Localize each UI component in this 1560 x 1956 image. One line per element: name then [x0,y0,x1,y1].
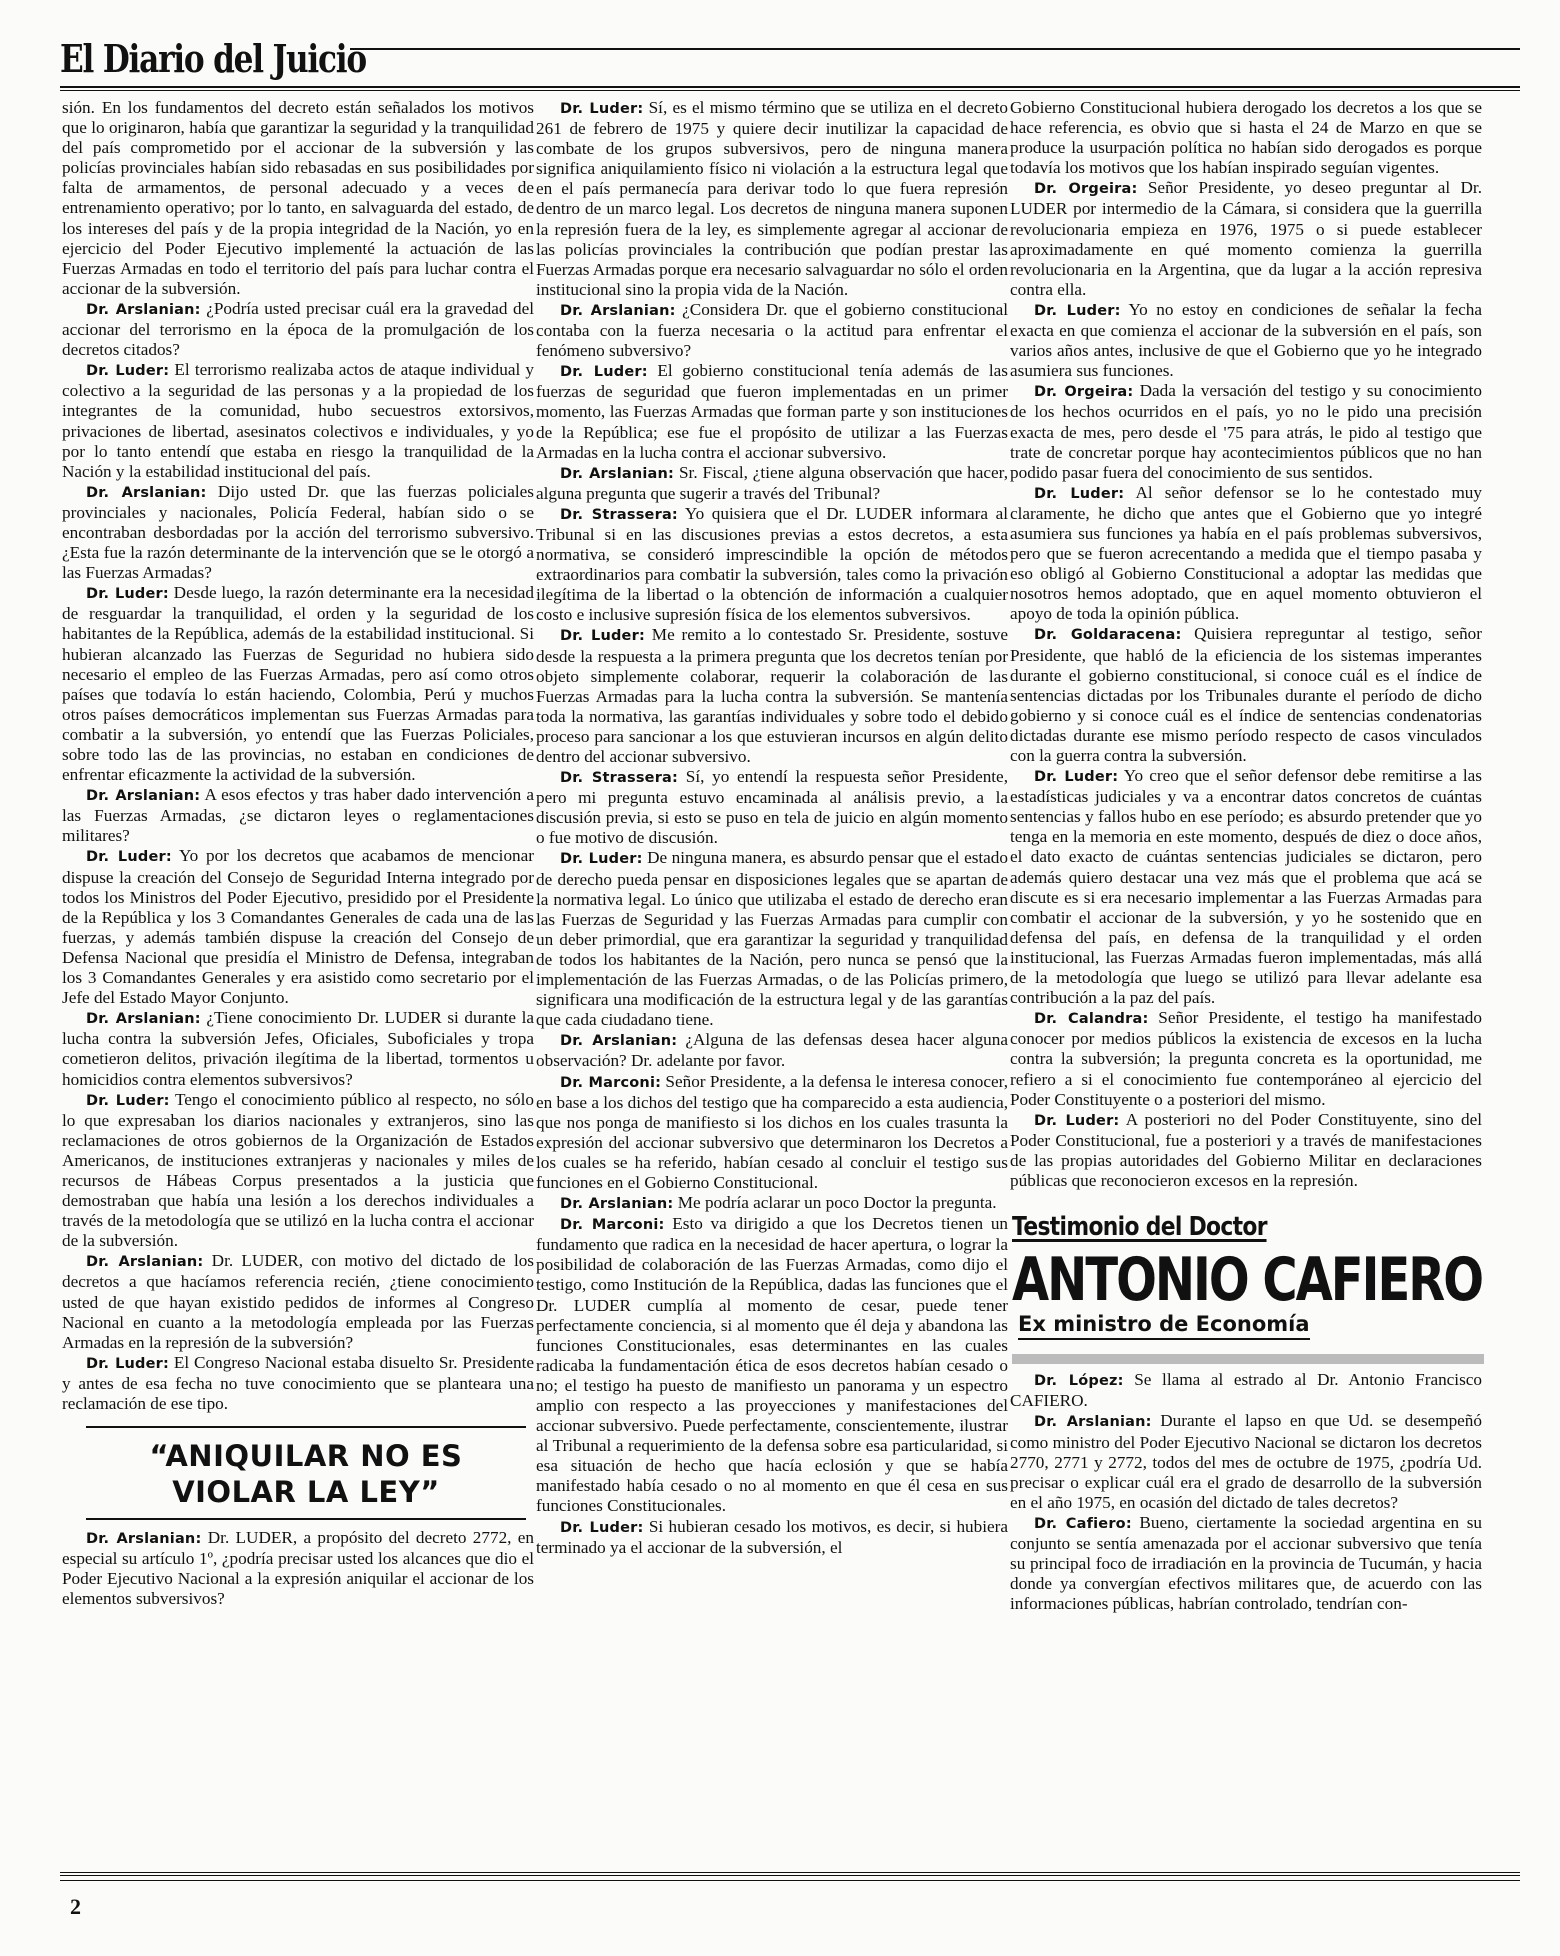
column-2 [536,98,1008,1558]
speaker-label: Dr. Luder: [1034,485,1125,502]
paragraph [62,1528,534,1609]
masthead [60,26,1520,88]
speaker-label: Dr. Arslanian: [86,1531,202,1548]
speaker-label: Dr. Luder: [1034,302,1121,319]
speaker-label: Dr. Arslanian: [86,1254,204,1271]
speech-text: ¿Podría usted precisar cuál era la gravedad del accionar del terrorismo en la época de la promulgación de los decretos citados? [62,298,535,360]
speaker-label: Dr. Arslanian: [560,1033,678,1050]
speech-text: Señor Presidente, el testigo ha manifestado conocer por medios públicos la existencia de excesos en la lucha contra la subversión; la pregunta concreta es la oportunidad, me refiero a si el conocimiento fue contemporáneo al ejercicio del Poder Constituyente o a posteriori del mismo. [1010,1008,1482,1109]
speech-text: Desde luego, la razón determinante era la necesidad de resguardar la tranquilidad, el orden y la seguridad de los habitantes de la República, además de la estabilidad institucional. Si hubieran alcanzado las Fuerzas de Seguridad no hubiera sido necesario el empleo de las Fuerzas Armadas, pero así como otros países que todavía lo están haciendo, Colombia, Perú y muchos otros países democráticos implementan sus Fuerzas Armadas para combatir a la subversión, yo entendí que las Fuerzas Policiales, sobre todo las de las provincias, no estaban en condiciones de enfrentar eficazmente la actividad de la subversión. [62,583,534,785]
speech-text: ¿Alguna de las defensas desea hacer alguna observación? Dr. adelante por favor. [536,1030,1009,1071]
speech-text: ¿Tiene conocimiento Dr. LUDER si durante la lucha contra la subversión Jefes, Oficiales, Suboficiales y tropa cometieron delitos, privación ilegítima de la libertad, tormentos u homicidios contra elementos subversivos? [62,1008,535,1089]
speaker-label: Dr. Strassera: [560,506,678,523]
speaker-label: Dr. Luder: [1034,769,1119,786]
speaker-label: Dr. Luder: [86,1355,169,1372]
paragraph [1010,178,1482,300]
paragraph [536,1214,1008,1516]
paragraph [62,1353,534,1414]
speech-text: Dijo usted Dr. que las fuerzas policiales provinciales y nacionales, Policía Federal, habían sido o se encontraban desbordadas por la acción del terrorismo subversivo. ¿Esta fue la razón determinante de la intervención que se le otorgó a las Fuerzas Armadas? [62,481,534,583]
section-heading-line: “ANIQUILAR NO ES [149,1439,463,1474]
paragraph [536,504,1008,626]
speech-text: ¿Considera Dr. que el gobierno constitucional contaba con la fuerza necesaria o la actitud para enfrentar el fenómeno subversivo? [536,299,1009,361]
speech-text: A esos efectos y tras haber dado intervención a las Fuerzas Armadas, ¿se dictaron leyes o reglamentaciones militares? [62,785,534,846]
speaker-label: Dr. Luder: [560,1519,644,1536]
paragraph [1010,766,1482,1008]
masthead-rule [60,86,1520,88]
speech-text: Yo creo que el señor defensor debe remitirse a las estadísticas judiciales y va a encontrar datos concretos de cuántas sentencias y fallos hubo en ese período; es absurdo pretender que yo tenga en la memoria en este momento, después de diez o doce años, el dato exacto de cuántas sentencias judiciales se dictaron, pero además quiero destacar una vez más que el problema que acá se discute es si era necesario implementar a las Fuerzas Armadas para combatir el accionar de la subversión, y yo he sostenido que en defensa del país, en defensa de la tranquilidad y el orden institucional, las Fuerzas Armadas fueron implementadas, más allá de la metodología que luego se utilizó para llevar adelante esa contribución a la paz del país. [1010,766,1482,1008]
speech-text: Si hubieran cesado los motivos, es decir, si hubiera terminado ya el accionar de la subversión, el [536,1516,1008,1557]
paragraph [536,1517,1008,1558]
speech-text: Dr. LUDER, con motivo del dictado de los decretos a que hacíamos referencia recién, ¿tiene conocimiento usted de que hayan existido pedidos de informes al Congreso Nacional en cuanto a la metodología empleada por las Fuerzas Armadas en la represión de la subversión? [62,1251,534,1352]
speaker-label: Dr. Marconi: [560,1217,665,1234]
newspaper-title: El Diario del Juicio [60,36,366,81]
paragraph [62,1251,534,1352]
speech-text: Dada la versación del testigo y su conocimiento de los hechos ocurridos en el país, yo no le pido una precisión exacta de mes, pero desde el '75 para atrás, le pido al testigo que trate de concretar porque hay acontecimientos públicos que no han podido pasar fuera del conocimiento de sus sentidos. [1010,381,1482,482]
speaker-label: Dr. Luder: [560,628,645,645]
speaker-label: Dr. López: [1034,1373,1124,1390]
section-heading-box [86,1426,526,1520]
speaker-label: Dr. Luder: [560,851,643,868]
speech-text: El terrorismo realizaba actos de ataque individual y colectivo a la seguridad de las personas y a la propiedad de los integrantes de la comunidad, hubo secuestros extorsivos, privaciones de libertad, asesinatos colectivos e individuales, y yo por lo tanto entendí que estaba en riesgo la tranquilidad de la Nación y la estabilidad institucional del país. [62,360,535,481]
speaker-label: Dr. Arslanian: [86,1011,201,1028]
speaker-label: Dr. Goldaracena: [1034,627,1182,644]
paragraph [62,583,534,785]
gray-divider [1012,1354,1484,1364]
paragraph [1010,1370,1482,1411]
paragraph [62,1090,534,1252]
speaker-label: Dr. Cafiero: [1034,1515,1132,1532]
paragraph [62,299,534,360]
speech-text: Señor Presidente, yo deseo preguntar al Dr. LUDER por intermedio de la Cámara, si considera que la guerrilla revolucionaria empieza en 1976, 1975 o si puede establecer aproximadamente en qué momento comienza la guerrilla revolucionaria en la Argentina, que da lugar a la acción represiva contra ella. [1010,178,1482,299]
speaker-label: Dr. Arslanian: [560,302,676,319]
paragraph [536,625,1008,767]
speech-text: El Congreso Nacional estaba disuelto Sr. Presidente y antes de esa fecha no tuve conocimiento que se planteara una reclamación de ese tipo. [62,1352,534,1413]
paragraph [536,361,1008,462]
speech-text: Sr. Fiscal, ¿tiene alguna observación que hacer, alguna pregunta que sugerir a través del Tribunal? [536,462,1008,503]
footer-rule [60,1872,1520,1876]
paragraph [1010,1513,1482,1614]
speaker-label: Dr. Arslanian: [86,301,201,318]
paragraph [62,846,534,1008]
speaker-label: Dr. Luder: [86,849,172,866]
section-heading-line: VIOLAR LA LEY” [172,1475,440,1510]
column-1 [62,98,534,1609]
testimony-kicker: Testimonio del Doctor [1012,1212,1267,1243]
paragraph [1010,1411,1482,1512]
speaker-label: Dr. Luder: [1034,1112,1120,1129]
speaker-label: Dr. Luder: [560,364,648,381]
testimony-heading [1010,1212,1482,1364]
paragraph [536,300,1008,361]
speaker-label: Dr. Arslanian: [1034,1414,1152,1431]
speaker-label: Dr. Orgeira: [1034,181,1138,198]
speech-text: De ninguna manera, es absurdo pensar que el estado de derecho pueda pensar en disposiciones legales que se apartan de la normativa legal. Lo único que utilizaba el estado de derecho eran las Fuerzas de Seguridad y las Fuerzas Armadas para cumplir con un deber primordial, que era garantizar la seguridad y tranquilidad de todos los habitantes de la Nación, pero nunca se pensó que la implementación de las Fuerzas Armadas, o de las Policías primero, significara una modificación de la estructura legal y de las garantías que cada ciudadano tiene. [536,848,1008,1030]
paragraph [62,360,534,482]
footer-rule [60,1880,1520,1881]
column-3 [1010,98,1482,1614]
testimony-subtitle: Ex ministro de Economía [1018,1314,1310,1340]
paragraph [536,1030,1008,1071]
speech-text: A posteriori no del Poder Constituyente, sino del Poder Constitucional, fue a posteriori y a través de manifestaciones de las propias autoridades del Gobierno Militar en declaraciones públicas que reconocieron excesos en la represión. [1010,1109,1482,1190]
speech-text: Dr. LUDER, a propósito del decreto 2772, en especial su artículo 1º, ¿podría precisar usted los alcances que dio el Poder Ejecutivo Nacional a la expresión aniquilar el accionar de los elementos subversivos? [62,1528,535,1609]
paragraph [536,848,1008,1030]
paragraph [62,1008,534,1089]
masthead-rule [350,48,1520,50]
masthead-rule [60,90,1520,91]
speaker-label: Dr. Luder: [86,1092,170,1109]
speech-text: Yo por los decretos que acabamos de mencionar dispuse la creación del Consejo de Seguridad Interna integrado por todos los Ministros del Poder Ejecutivo, presidido por el Presidente de la República y los 3 Comandantes Generales de cada una de las fuerzas, y además también dispuse la creación del Consejo de Defensa Nacional que presidía el Ministro de Defensa, integraban los 3 Comandantes Generales y era asistido como secretario por el Jefe del Estado Mayor Conjunto. [62,846,534,1008]
speaker-label: Dr. Arslanian: [560,465,675,482]
speech-text: Me podría aclarar un poco Doctor la pregunta. [673,1193,997,1213]
speech-text: Señor Presidente, a la defensa le interesa conocer, en base a los dichos del testigo que ha comparecido a esta audiencia, que nos ponga de manifiesto si los dichos en los cuales trasunta la expresión del accionar subversivo que determinaron los Decretos a los cuales se ha referido, habían cesado al concluir el testigo sus funciones en el Gobierno Constitucional. [536,1071,1009,1192]
speech-text: Bueno, ciertamente la sociedad argentina en su conjunto se sentía amenazada por el accionar subversivo que tenía su principal foco de irradiación en la provincia de Tucumán, y hacia donde ya convergían efectivos militares que, de acuerdo con las informaciones públicas, habrían controlado, tendrían con- [1010,1512,1482,1614]
speech-text: Tengo el conocimiento público al respecto, no sólo lo que expresaban los diarios nacionales y extranjeros, sino las reclamaciones de otros gobiernos de la Organización de Estados Americanos, de instituciones extranjeras y nacionales y miles de recursos de Hábeas Corpus presentados a la justicia que demostraban que había una lesión a los derechos individuales a través de la metodología que se utilizó en la lucha contra el accionar de la subversión. [62,1089,534,1251]
paragraph [536,767,1008,848]
page-number: 2 [70,1894,81,1919]
speaker-label: Dr. Marconi: [560,1074,662,1091]
speech-text: Yo no estoy en condiciones de señalar la fecha exacta en que comienza el accionar de la subversión en el país, son varios años antes, inclusive de que el Gobierno que yo he integrado asumiera sus funciones. [1010,299,1482,381]
speaker-label: Dr. Orgeira: [1034,384,1134,401]
speech-text: Se llama al estrado al Dr. Antonio Francisco CAFIERO. [1010,1370,1482,1411]
speaker-label: Dr. Arslanian: [86,788,201,805]
paragraph [62,482,534,583]
speaker-label: Dr. Luder: [86,586,169,603]
paragraph: sión. En los fundamentos del decreto están señalados los motivos que lo originaron, había que garantizar la seguridad y la tranquilidad del país comprometido por el accionar de la subversión y las policías provinciales habían sido rebasadas en sus posibilidades por falta de armamentos, de personal adecuado y a veces de entrenamiento operativo; por lo tanto, en salvaguarda del estado, de los intereses del país y de la propia integridad de la Nación, yo en ejercicio del Poder Ejecutivo implementé la actuación de las Fuerzas Armadas en todo el territorio del país para luchar contra el accionar de la subversión. [62,98,534,298]
paragraph [536,1072,1008,1194]
paragraph [1010,624,1482,766]
speaker-label: Dr. Calandra: [1034,1011,1149,1028]
testimony-name: ANTONIO CAFIERO [1012,1245,1482,1316]
speech-text: El gobierno constitucional tenía además de las fuerzas de seguridad que fueron implementadas en un primer momento, las Fuerzas Armadas que forman parte y son instituciones de la República; ese fue el propósito de utilizar a las Fuerzas Armadas en la lucha contra el accionar subversivo. [536,361,1009,462]
paragraph [536,463,1008,504]
speech-text: Sí, es el mismo término que se utiliza en el decreto 261 de febrero de 1975 y quiere decir inutilizar la capacidad de combate de los grupos subversivos, pero de ninguna manera significa aniquilamiento físico ni violación a la estructura legal que en el país permanecía para derivar todo lo que fuera represión dentro de un marco legal. Los decretos de ninguna manera suponen la represión fuera de la ley, es simplemente agregar al accionar de las policías provinciales la contribución que podían prestar las Fuerzas Armadas porque era necesario salvaguardar no sólo el orden institucional sino la propia vida de la Nación. [536,98,1008,299]
paragraph [536,1193,1008,1214]
paragraph [1010,1110,1482,1191]
speaker-label: Dr. Luder: [560,101,644,117]
speech-text: Quisiera repreguntar al testigo, señor Presidente, que habló de la eficiencia de los sistemas imperantes durante el gobierno constitucional, si conoce cuál es el índice de sentencias dictadas por los Tribunales durante el período de dicho gobierno y si conoce cuál es el índice de sentencias condenatorias dictadas durante ese mismo período respecto de casos vinculados con la guerra contra la subversión. [1010,624,1482,765]
speech-text: Sí, yo entendí la respuesta señor Presidente, pero mi pregunta estuvo encaminada al análisis previo, a la discusión previa, si esto se puso en tela de juicio en algún momento o fue motivo de discusión. [536,767,1008,848]
speech-text: Al señor defensor se lo he contestado muy claramente, he dicho que antes que el Gobierno que yo integré asumiera sus funciones ya había en el país problemas subversivos, pero que se fueron acrecentando a medida que el tiempo pasaba y eso obligó al Gobierno Constitucional a adoptar las medidas que nosotros hemos adoptado, que en aquel momento obtuvieron el apoyo de toda la opinión pública. [1010,482,1482,624]
paragraph [1010,483,1482,625]
speaker-label: Dr. Strassera: [560,770,679,787]
paragraph [1010,1008,1482,1109]
speech-text: Yo quisiera que el Dr. LUDER informara al Tribunal si en las discusiones previas a estos decretos, a esta normativa, se consideró imprescindible la opción de métodos extraordinarios para combatir la subversión, tales como la privación ilegítima de la libertad o la obtención de información a cualquier costo e inclusive supresión física de los elementos subversivos. [536,503,1008,625]
speech-text: Durante el lapso en que Ud. se desempeñó como ministro del Poder Ejecutivo Nacional se dictaron los decretos 2770, 2771 y 2772, todos del mes de octubre de 1975, ¿podría Ud. precisar o explicar cuál era el grado de desarrollo de la subversión en el año 1975, en ocasión del dictado de tales decretos? [1010,1411,1482,1512]
paragraph [1010,381,1482,482]
speech-text: Esto va dirigido a que los Decretos tienen un fundamento que radica en la necesidad de hacer apertura, o lograr la posibilidad de colaboración de las Fuerzas Armadas, como dijo el testigo, como Institución de la República, dadas las funciones que el Dr. LUDER cumplía al momento de cesar, puede tener perfectamente conciencia, si al momento que él deja y abandona las funciones Constitucionales, esas determinantes en las cuales radicaba la fundamentación ética de esos decretos habían cesado o no; el testigo ha puesto de manifiesto un panorama y un espectro amplio con respecto a las proyecciones y manifestaciones del accionar subversivo. Puede perfectamente, conscientemente, ilustrar al Tribunal a requerimiento de la defensa sobre esa particularidad, si esa situación de hecho que hacía eclosión y que se había manifestado había cesado o no al momento en que él cesa en sus funciones Constitucionales. [536,1214,1009,1516]
paragraph: Gobierno Constitucional hubiera derogado los decretos a los que se hace referencia, es obvio que si hasta el 24 de Marzo en que se produce la usurpación política no habían sido derogados es porque todavía los motivos que los habían inspirado seguían vigentes. [1010,98,1482,178]
speaker-label: Dr. Luder: [86,363,170,380]
paragraph [62,785,534,846]
speaker-label: Dr. Arslanian: [560,1196,674,1213]
speaker-label: Dr. Arslanian: [86,484,207,501]
speech-text: Me remito a lo contestado Sr. Presidente, sostuve desde la respuesta a la primera pregunta que los decretos tenían por objeto simplemente colaborar, requerir la colaboración de las Fuerzas Armadas para la lucha contra la subversión. Se mantenía toda la normativa, las garantías individuales y sobre todo el debido proceso para sancionar a los que estuvieran incursos en algún delito dentro del accionar subversivo. [536,625,1009,766]
paragraph [1010,300,1482,381]
paragraph [536,98,1008,300]
